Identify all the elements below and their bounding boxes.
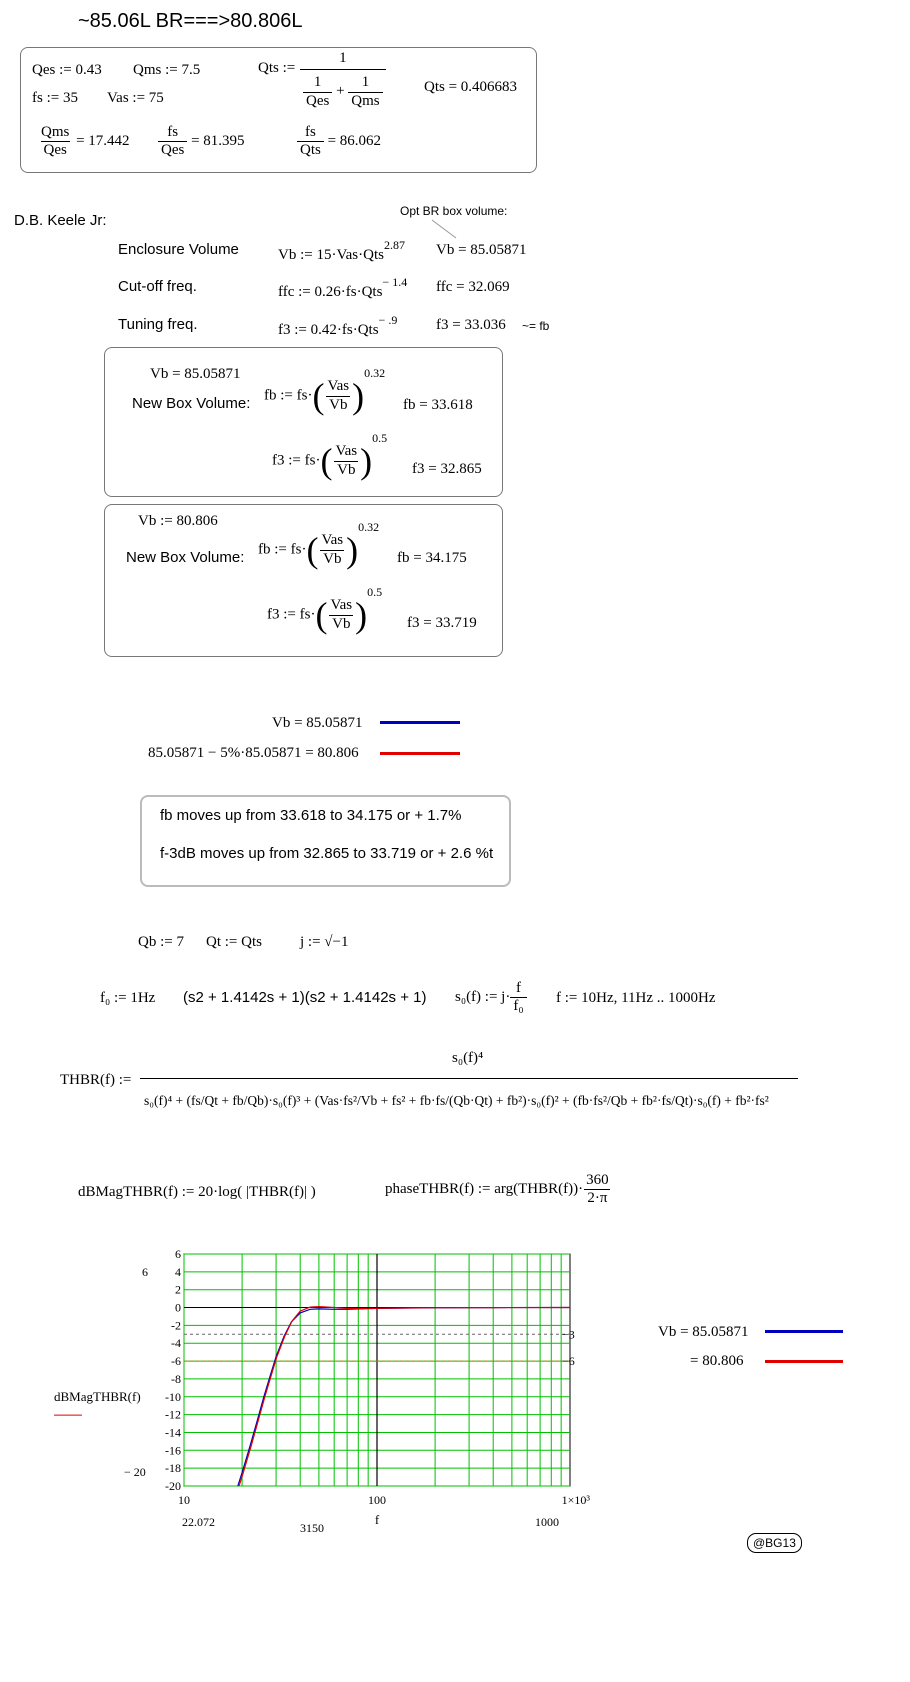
box1-fb-exp: 0.32	[364, 366, 386, 381]
ratio2-result: = 81.395	[191, 133, 245, 150]
qts-lhs: Qts :=	[258, 60, 296, 76]
ratio3-result: = 86.062	[327, 133, 382, 150]
fs-def: fs := 35	[32, 90, 78, 106]
legend-vb1: Vb = 85.05871	[272, 715, 363, 731]
thbr-fraction-bar	[140, 1078, 798, 1079]
qts-num: 1	[339, 50, 347, 66]
box1-fb-result: fb = 33.618	[403, 397, 473, 413]
qes-def: Qes := 0.43	[32, 62, 102, 78]
box1-label: New Box Volume:	[132, 395, 251, 412]
cut-label: Cut-off freq.	[118, 278, 197, 295]
box2-f3-lhs: f3 := fs·	[267, 606, 316, 623]
ratio-qms-qes	[38, 124, 130, 160]
enc-formula	[278, 238, 405, 264]
legend-blue-line	[380, 721, 460, 724]
y-tick-label: 0	[175, 1300, 181, 1315]
y-tick-label: 6	[175, 1247, 181, 1261]
ratio1-num: Qms	[41, 124, 70, 140]
y-axis-label: dBMagTHBR(f)	[54, 1389, 141, 1405]
frac-qes: Qes	[303, 92, 332, 110]
vas-def: Vas := 75	[107, 90, 164, 106]
box1-f3-vas: Vas	[335, 443, 358, 460]
ratio-fs-qes	[158, 124, 245, 160]
plot-legend-red	[765, 1360, 843, 1363]
s0-def	[455, 980, 527, 1016]
cut-result: ffc = 32.069	[436, 279, 510, 295]
box2-f3-formula: f3 := fs·( $\frac{\text{Vas}}{Vb}$ )$^{0.5}$	[267, 585, 383, 635]
plot-legend-vb1: Vb = 85.05871	[658, 1324, 749, 1340]
x-tick-label: 1×10³	[561, 1493, 590, 1507]
box2-f3-vas: Vas	[330, 597, 353, 614]
page-title: ~85.06L BR===>80.806L	[78, 10, 303, 32]
phase-def	[385, 1172, 612, 1208]
frac-one-a: 1	[313, 74, 322, 91]
phase-num: 360	[586, 1172, 609, 1188]
plot-legend-vb2: = 80.806	[690, 1353, 744, 1369]
left-marker: 6	[142, 1265, 148, 1279]
keele-author: D.B. Keele Jr:	[14, 212, 107, 229]
box1-f3-vb: Vb	[334, 461, 358, 479]
watermark: @BG13	[747, 1533, 802, 1553]
bottom-marker: 1000	[535, 1515, 559, 1529]
legend-red-line	[380, 752, 460, 755]
cut-formula-text: ffc := 0.26·fs·Qts	[278, 284, 383, 300]
box2-fb-vb: Vb	[320, 550, 344, 568]
box1-f3-exp: 0.5	[372, 431, 388, 446]
thbr-lhs: THBR(f) :=	[60, 1072, 132, 1088]
left-marker: − 20	[124, 1465, 146, 1479]
s0-num: f	[515, 980, 521, 996]
qms-def: Qms := 7.5	[133, 62, 201, 78]
ratio3-den: Qts	[297, 141, 324, 159]
phase-den: 2·π	[584, 1189, 610, 1207]
dbmag-def: dBMagTHBR(f) := 20·log( |THBR(f)| )	[78, 1184, 316, 1200]
box2-fb-formula: fb := fs·( $\frac{\text{Vas}}{Vb}$ )$^{0.32}$	[258, 520, 380, 570]
y-tick-label: -8	[171, 1371, 181, 1386]
j-def: j := √−1	[300, 934, 349, 950]
box2-fb-result: fb = 34.175	[397, 550, 467, 566]
box1-vb: Vb = 85.05871	[150, 366, 241, 382]
poly-text: (s2 + 1.4142s + 1)(s2 + 1.4142s + 1)	[183, 989, 427, 1006]
y-tick-label: 2	[175, 1282, 181, 1297]
x-tick-label: 10	[178, 1493, 190, 1507]
box1-fb-vas: Vas	[327, 378, 350, 395]
box1-fb-lhs: fb := fs·	[264, 387, 313, 404]
box2-vb: Vb := 80.806	[138, 513, 218, 529]
box1-f3-result: f3 = 32.865	[412, 461, 482, 477]
enc-label: Enclosure Volume	[118, 241, 239, 258]
y-tick-label: -4	[171, 1336, 181, 1351]
tun-exp: − .9	[378, 313, 398, 327]
y-tick-label: -16	[165, 1443, 181, 1458]
qts-formula	[300, 50, 386, 110]
cut-exp: − 1.4	[382, 275, 408, 289]
summary-line1: fb moves up from 33.618 to 34.175 or + 1.7%	[160, 807, 462, 824]
box2-f3-exp: 0.5	[367, 585, 383, 600]
thbr-den: s₀(f)⁴ + (fs/Qt + fb/Qb)·s₀(f)³ + (Vas·fs²/Vb + fs² + fb·fs/(Qb·Qt) + fb²)·s₀(f)² + (fb·fs²/Qb + fb²·fs/Qt)·s₀(f) + fb²·fs²	[144, 1093, 769, 1108]
right-marker: −3	[562, 1327, 575, 1342]
bottom-marker: 22.072	[182, 1515, 215, 1529]
tun-formula	[278, 313, 398, 339]
box1-fb-formula: fb := fs·( $\frac{\text{Vas}}{Vb}$ )$^{0.32}$	[264, 366, 386, 416]
y-tick-label: -10	[165, 1389, 181, 1404]
x-axis-label: f	[374, 1512, 380, 1527]
y-tick-label: -12	[165, 1407, 181, 1422]
box1-f3-lhs: f3 := fs·	[272, 452, 321, 469]
opt-note-pointer	[430, 218, 460, 240]
y-tick-label: -14	[165, 1425, 181, 1440]
legend-vb2: 85.05871 − 5%·85.05871 = 80.806	[148, 745, 359, 761]
ratio1-den: Qes	[41, 141, 70, 159]
y-tick-label: -2	[171, 1318, 181, 1333]
f-range: f := 10Hz, 11Hz .. 1000Hz	[556, 990, 716, 1006]
y-tick-label: -20	[165, 1479, 181, 1493]
ratio-fs-qts	[297, 124, 381, 160]
x-tick-label: 100	[368, 1493, 386, 1507]
phase-lhs: phaseTHBR(f) := arg(THBR(f))·	[385, 1181, 584, 1198]
qb-def: Qb := 7	[138, 934, 184, 950]
summary-line2: f-3dB moves up from 32.865 to 33.719 or + 2.6 %t	[160, 845, 494, 862]
box2-fb-exp: 0.32	[358, 520, 380, 535]
box2-fb-vas: Vas	[321, 532, 344, 549]
right-marker: −6	[562, 1354, 575, 1369]
opt-note: Opt BR box volume:	[400, 204, 508, 218]
plus-sign: +	[336, 83, 345, 100]
tun-formula-text: f3 := 0.42·fs·Qts	[278, 322, 379, 338]
y-tick-label: -18	[165, 1461, 181, 1476]
box2-fb-lhs: fb := fs·	[258, 541, 307, 558]
dbmag-chart	[0, 1240, 620, 1540]
ratio2-den: Qes	[158, 141, 187, 159]
s0-lhs: s₀(f) := j·	[455, 989, 511, 1006]
frac-qms: Qms	[348, 92, 382, 110]
box2-f3-vb: Vb	[329, 615, 353, 633]
box1-fb-vb: Vb	[326, 396, 350, 414]
qt-def: Qt := Qts	[206, 934, 262, 950]
plot-legend-blue	[765, 1330, 843, 1333]
thbr-num: s₀(f)⁴	[452, 1050, 484, 1066]
tun-note: ~= fb	[522, 319, 550, 333]
enc-exp: 2.87	[383, 238, 405, 252]
ratio2-num: fs	[167, 124, 179, 140]
f0-def: f₀ := 1Hz	[100, 990, 156, 1006]
enc-formula-text: Vb := 15·Vas·Qts	[278, 247, 384, 263]
frac-one-b: 1	[361, 74, 370, 91]
box2-label: New Box Volume:	[126, 549, 245, 566]
tun-label: Tuning freq.	[118, 316, 198, 333]
tun-result: f3 = 33.036	[436, 317, 506, 333]
box1-f3-formula: f3 := fs·( $\frac{\text{Vas}}{Vb}$ )$^{0.5}$	[272, 431, 388, 481]
cut-formula	[278, 275, 408, 301]
y-tick-label: -6	[171, 1354, 181, 1369]
y-tick-label: 4	[175, 1264, 181, 1279]
qts-result: Qts = 0.406683	[424, 79, 518, 95]
bottom-marker: 3150	[300, 1521, 324, 1535]
enc-result: Vb = 85.05871	[436, 242, 527, 258]
s0-den: f₀	[510, 997, 526, 1015]
ratio1-result: = 17.442	[76, 133, 130, 150]
ratio3-num: fs	[305, 124, 316, 140]
box2-f3-result: f3 = 33.719	[407, 615, 477, 631]
